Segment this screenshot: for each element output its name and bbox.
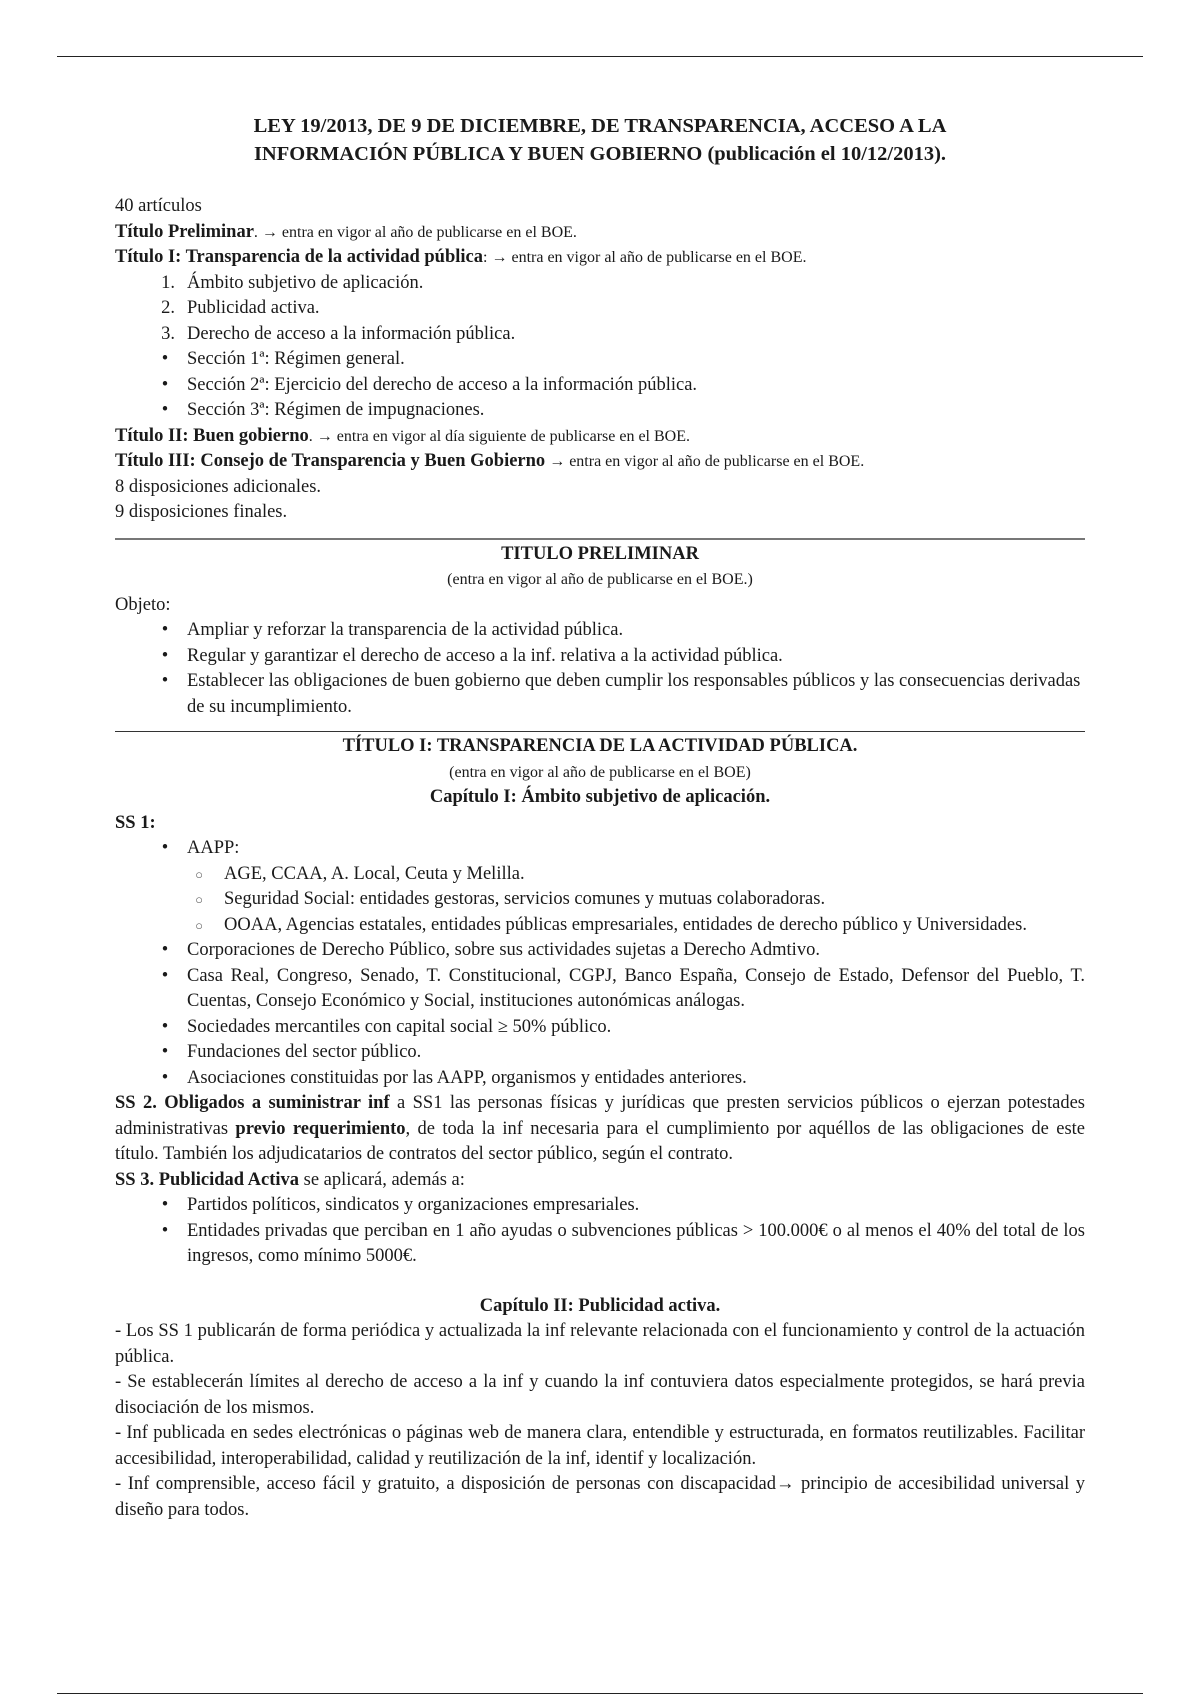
list-item: 3. Derecho de acceso a la información pública.: [161, 323, 516, 344]
list-item: • Sección 2ª: Ejercicio del derecho de acceso a la información pública.: [115, 373, 1085, 399]
section-heading: TÍTULO I: TRANSPARENCIA DE LA ACTIVIDAD PÚBLICA.: [342, 736, 858, 756]
ss1-list-more: [115, 938, 1085, 1091]
titulo-1-sections: [115, 347, 1085, 424]
footer-rule: [57, 1693, 1143, 1694]
preliminar-section: [115, 542, 1085, 721]
list-item: • Asociaciones constituidas por las AAPP, organismos y entidades anteriores.: [115, 1066, 1085, 1092]
list-item: • Establecer las obligaciones de buen gobierno que deben cumplir los responsables públicos y las consecuencias derivadas de su incumplimiento.: [115, 669, 1085, 720]
summary-preliminar: Título Preliminar. → entra en vigor al año de publicarse en el BOE.: [115, 221, 577, 242]
ss3-list: [115, 1193, 1085, 1270]
circle-bullet-icon: ○: [195, 866, 203, 882]
cap2-paragraph: - Inf publicada en sedes electrónicas o páginas web de manera clara, entendible y estructurada, en formatos reutilizables. Facilitar accesibilidad, interoperabilidad, calidad y reutilización de la inf, identif y localización.: [115, 1423, 1085, 1469]
section-note: (entra en vigor al año de publicarse en el BOE.): [447, 571, 753, 588]
bullet-icon: •: [161, 620, 169, 640]
ss3-paragraph: SS 3. Publicidad Activa se aplicará, además a:: [115, 1169, 465, 1190]
objeto-list: [115, 618, 1085, 720]
summary-titulo-3: Título III: Consejo de Transparencia y Buen Gobierno → entra en vigor al año de publicarse en el BOE.: [115, 451, 865, 471]
list-item: 2. Publicidad activa.: [161, 298, 320, 318]
section-heading: TITULO PRELIMINAR: [501, 543, 699, 564]
bullet-icon: •: [161, 400, 169, 420]
bullet-icon: •: [161, 645, 169, 666]
objeto-label: Objeto:: [115, 594, 171, 615]
ss2-paragraph: SS 2. Obligados a suministrar inf a SS1 las personas físicas y jurídicas que presten servicios públicos o ejerzan potestades administrativas previo requerimiento, de toda la inf necesaria para el cumplimiento por aquéllos de las obligaciones de este título. También los adjudicatarios de contratos del sector público, según el contrato.: [115, 1093, 1085, 1164]
summary-titulo-1: Título I: Transparencia de la actividad pública: → entra en vigor al año de publicarse en el BOE.: [115, 247, 807, 267]
list-item: • Partidos políticos, sindicatos y organizaciones empresariales.: [115, 1193, 1085, 1219]
spacer: [115, 1270, 1085, 1294]
circle-bullet-icon: ○: [195, 892, 203, 907]
section-note: (entra en vigor al año de publicarse en el BOE): [449, 763, 751, 781]
summary-section: [115, 194, 1085, 526]
chapter-heading: Capítulo II: Publicidad activa.: [479, 1295, 721, 1316]
list-item: • Sociedades mercantiles con capital social ≥ 50% público.: [115, 1015, 1085, 1041]
bullet-icon: •: [161, 349, 169, 369]
summary-adicionales: 8 disposiciones adicionales.: [115, 476, 322, 497]
header-rule: [57, 56, 1143, 57]
bullet-icon: •: [161, 965, 169, 986]
list-item: 1. Ámbito subjetivo de aplicación.: [161, 272, 424, 293]
list-item: • Casa Real, Congreso, Senado, T. Constitucional, CGPJ, Banco España, Consejo de Estado, Defensor del Pueblo, T. Cuentas, Consejo Económico y Social, instituciones autonómicas análogas.: [115, 964, 1085, 1015]
bullet-icon: •: [161, 838, 169, 858]
document-page: [115, 112, 1085, 1523]
cap2-paragraph: - Los SS 1 publicarán de forma periódica y actualizada la inf relevante relacionada con el funcionamiento y control de la actuación pública.: [115, 1321, 1085, 1367]
bullet-icon: •: [161, 940, 169, 960]
aapp-list: [115, 862, 1085, 939]
bullet-icon: •: [161, 374, 169, 395]
summary-finales: 9 disposiciones finales.: [115, 502, 288, 522]
list-item: ○ AGE, CCAA, A. Local, Ceuta y Melilla.: [115, 862, 1085, 888]
bullet-icon: •: [161, 1195, 169, 1215]
list-item: • Corporaciones de Derecho Público, sobre sus actividades sujetas a Derecho Admtivo.: [115, 938, 1085, 964]
cap2-paragraph: - Inf comprensible, acceso fácil y gratuito, a disposición de personas con discapacidad→ principio de accesibilidad universal y diseño para todos.: [115, 1474, 1085, 1520]
ss1-label: SS 1:: [115, 812, 156, 833]
bullet-icon: •: [161, 1042, 169, 1062]
list-item: ○ Seguridad Social: entidades gestoras, servicios comunes y mutuas colaboradoras.: [115, 887, 1085, 913]
list-item: • Fundaciones del sector público.: [115, 1040, 1085, 1066]
list-item: • Regular y garantizar el derecho de acceso a la inf. relativa a la actividad pública.: [115, 644, 1085, 670]
bullet-icon: •: [161, 1016, 169, 1037]
cap2-paragraph: - Se establecerán límites al derecho de acceso a la inf y cuando la inf contuviera datos especialmente protegidos, se hará previa disociación de los mismos.: [115, 1372, 1085, 1418]
chapter-heading: Capítulo I: Ámbito subjetivo de aplicación.: [429, 787, 771, 807]
articles-count: 40 artículos: [115, 196, 202, 216]
list-item: • Sección 3ª: Régimen de impugnaciones.: [115, 398, 1085, 424]
section-divider: [115, 731, 1085, 732]
summary-titulo-2: Título II: Buen gobierno. → entra en vigor al día siguiente de publicarse en el BOE.: [115, 425, 690, 446]
ss1-list: [115, 836, 1085, 862]
titulo-1-section: [115, 734, 1085, 1523]
list-item: ○ OOAA, Agencias estatales, entidades públicas empresariales, entidades de derecho público y Universidades.: [115, 913, 1085, 939]
section-divider: [115, 538, 1085, 540]
title-line-2: INFORMACIÓN PÚBLICA Y BUEN GOBIERNO (publicación el 10/12/2013).: [253, 143, 947, 165]
document-title: [115, 112, 1085, 168]
list-item: • Ampliar y reforzar la transparencia de la actividad pública.: [115, 618, 1085, 644]
list-item: • Sección 1ª: Régimen general.: [115, 347, 1085, 373]
bullet-icon: •: [161, 1220, 169, 1241]
list-item: • Entidades privadas que perciban en 1 año ayudas o subvenciones públicas > 100.000€ o al menos el 40% del total de los ingresos, como mínimo 5000€.: [115, 1219, 1085, 1270]
list-item: • AAPP:: [115, 836, 1085, 862]
bullet-icon: •: [161, 1067, 169, 1088]
circle-bullet-icon: ○: [195, 917, 203, 933]
titulo-1-chapters: [115, 271, 1085, 348]
title-line-1: LEY 19/2013, DE 9 DE DICIEMBRE, DE TRANSPARENCIA, ACCESO A LA: [253, 115, 947, 137]
bullet-icon: •: [161, 671, 169, 691]
